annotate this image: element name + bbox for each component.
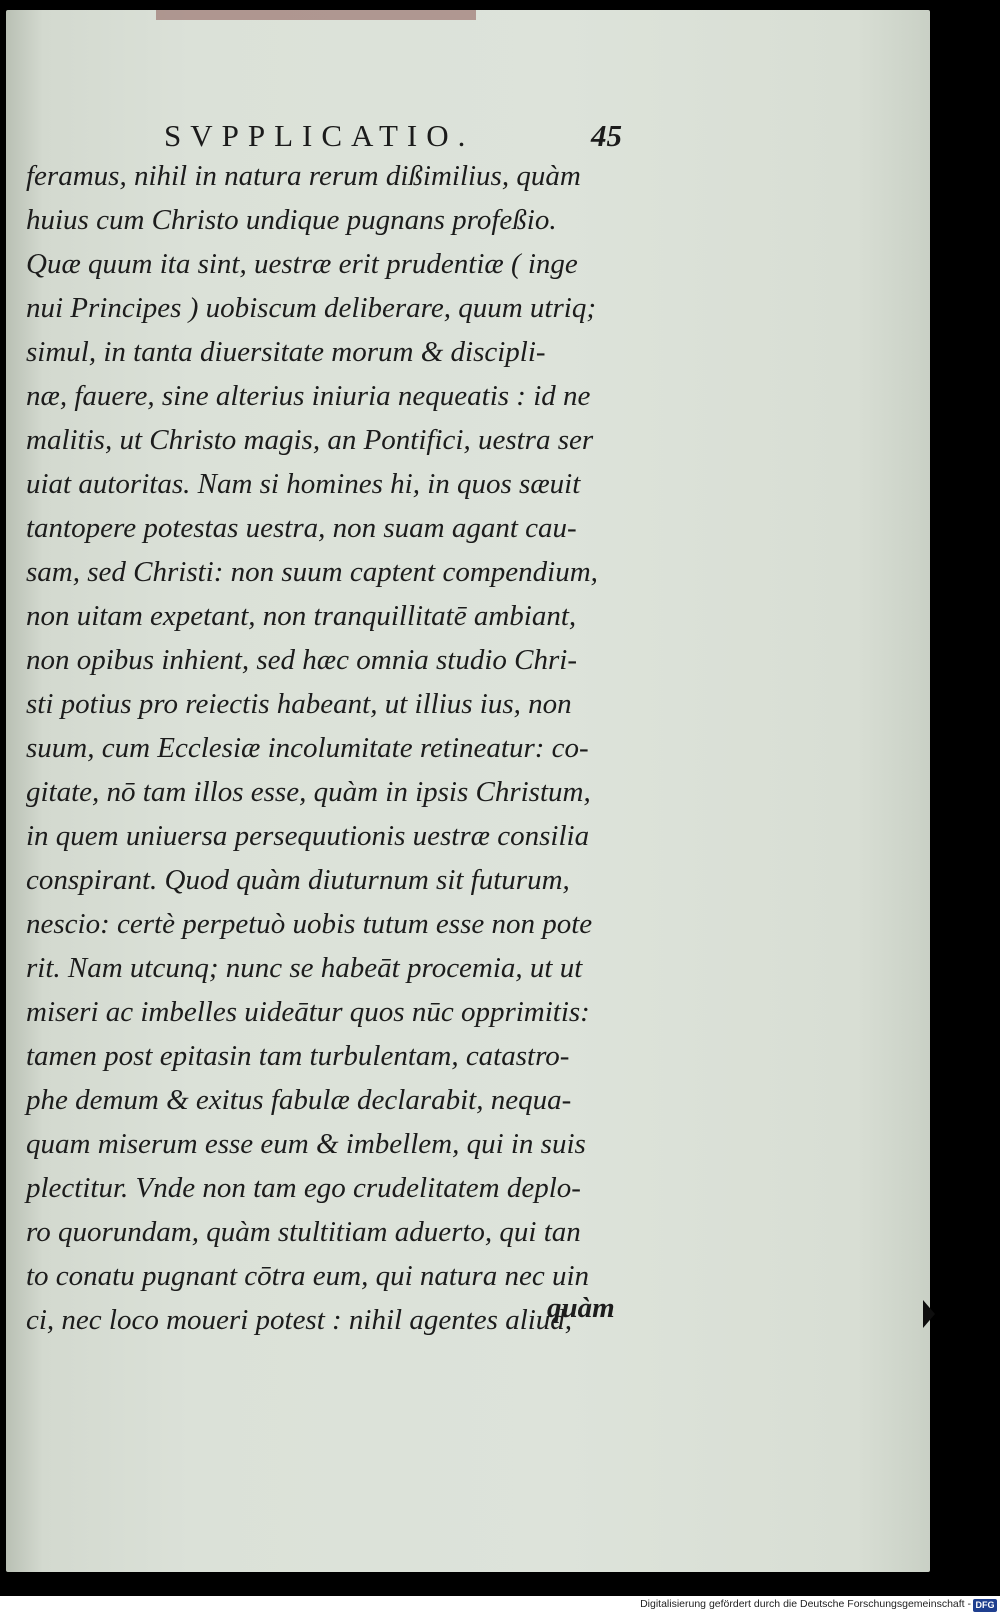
body-text [26, 154, 646, 1342]
text-line: in quem uniuersa persequutionis uestræ consilia [26, 820, 590, 852]
text-line: conspirant. Quod quàm diuturnum sit futurum, [26, 864, 570, 896]
text-line: plectitur. Vnde non tam ego crudelitatem deplo- [26, 1172, 581, 1204]
text-line: sti potius pro reiectis habeant, ut illius ius, non [26, 688, 572, 720]
text-line: suum, cum Ecclesiæ incolumitate retineatur: co- [26, 732, 589, 764]
text-line: rit. Nam utcunq; nunc se habeāt procemia, ut ut [26, 952, 583, 984]
text-line: ro quorundam, quàm stultitiam aduerto, qui tan [26, 1216, 581, 1248]
text-line: ci, nec loco moueri potest : nihil agentes aliud, [26, 1304, 573, 1336]
text-line: malitis, ut Christo magis, an Pontifici, uestra ser [26, 424, 594, 456]
text-line: non uitam expetant, non tranquillitatē ambiant, [26, 600, 577, 632]
running-head: SVPPLICATIO. [164, 118, 475, 153]
text-line: nescio: certè perpetuò uobis tutum esse non pote [26, 908, 593, 940]
book-page [6, 10, 930, 1572]
text-line: quam miserum esse eum & imbellem, qui in suis [26, 1128, 586, 1160]
text-line: gitate, nō tam illos esse, quàm in ipsis Christum, [26, 776, 591, 808]
text-line: huius cum Christo undique pugnans profeßio. [26, 204, 557, 236]
page-edge-stain [156, 10, 476, 20]
footer-bar [0, 1596, 1000, 1615]
text-line: tantopere potestas uestra, non suam agant cau- [26, 512, 577, 544]
text-line: simul, in tanta diuersitate morum & discipli- [26, 336, 546, 368]
text-line: Quæ quum ita sint, uestræ erit prudentiæ ( inge [26, 248, 578, 280]
text-line: phe demum & exitus fabulæ declarabit, nequa- [26, 1084, 572, 1116]
text-line: to conatu pugnant cōtra eum, qui natura nec uin [26, 1260, 590, 1292]
catchword: quàm [547, 1292, 615, 1324]
text-line: nui Principes ) uobiscum deliberare, quum utriq; [26, 292, 596, 324]
text-line: tamen post epitasin tam turbulentam, catastro- [26, 1040, 570, 1072]
text-line: sam, sed Christi: non suum captent compendium, [26, 556, 598, 588]
text-line: non opibus inhient, sed hæc omnia studio Chri- [26, 644, 577, 676]
text-line: feramus, nihil in natura rerum dißimilius, quàm [26, 160, 581, 192]
text-line: næ, fauere, sine alterius iniuria nequeatis : id ne [26, 380, 591, 412]
funding-credit: Digitalisierung gefördert durch die Deutsche Forschungsgemeinschaft - [640, 1598, 971, 1610]
page-edge-marker [923, 1300, 935, 1328]
page-number: 45 [591, 118, 622, 153]
text-line: uiat autoritas. Nam si homines hi, in quos sæuit [26, 468, 581, 500]
dfg-logo-icon: DFG [973, 1599, 997, 1612]
text-line: miseri ac imbelles uideātur quos nūc opprimitis: [26, 996, 590, 1028]
